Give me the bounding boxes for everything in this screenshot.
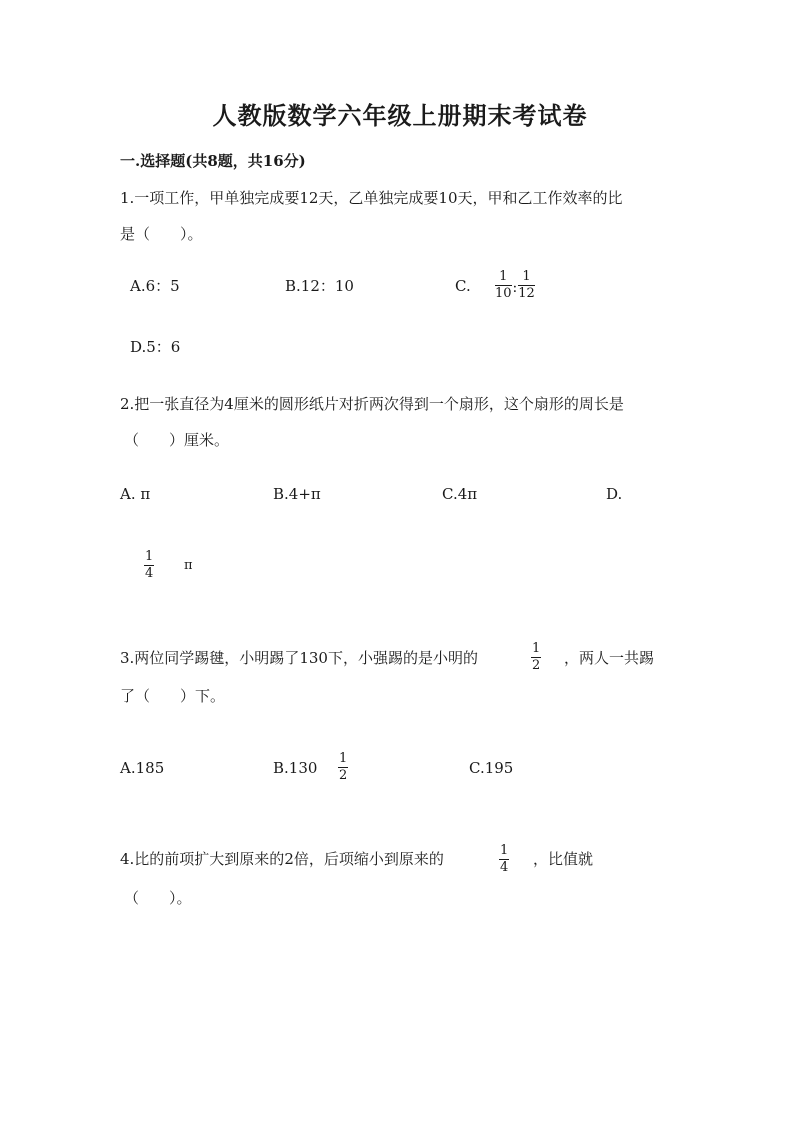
q1-option-d[interactable]: D.5：6 [130,338,181,356]
q1-option-c-label: C. [455,277,471,295]
fraction: $\frac{1}{10}$ [495,269,512,301]
q1-stem-line2: 是（ ）。 [120,225,203,243]
q1-option-c-ratio [495,270,535,301]
q3-option-c[interactable]: C.195 [469,759,514,777]
q1-stem-line1: 1.一项工作，甲单独完成要12天，乙单独完成要10天，甲和乙工作效率的比 [120,189,623,207]
fraction: 1 2 [532,641,541,673]
q3-stem-line2: 了（ ）下。 [120,687,226,705]
q2-stem-line1: 2.把一张直径为4厘米的圆形纸片对折两次得到一个扇形，这个扇形的周长是 [120,395,624,413]
page-title: 人教版数学六年级上册期末考试卷 [212,101,588,130]
pi-symbol: π [184,558,193,573]
section-heading: 一.选择题(共8题，共16分) [120,152,306,170]
q1-option-b[interactable]: B.12：10 [285,277,354,295]
q2-option-b[interactable]: B.4+π [273,485,321,503]
q2-option-d-label: D. [606,485,623,503]
fraction: $\frac{1}{12}$ [518,269,535,301]
ratio-colon: : [512,279,518,296]
q3-option-a[interactable]: A.185 [120,759,165,777]
q1-option-a[interactable]: A.6：5 [130,277,180,295]
q3-stem-line1-part2: ，两人一共踢 [564,649,655,667]
q4-stem-line1-part1: 4.比的前项扩大到原来的2倍，后项缩小到原来的 [120,850,444,868]
q3-option-b-label: B.130 [273,759,318,777]
q4-stem-line2: （ ）。 [124,889,192,907]
fraction: 1 2 [339,751,348,783]
fraction: 1 4 [145,549,154,581]
q4-stem-line1-part2: ，比值就 [533,850,594,868]
q2-stem-line2: （ ）厘米。 [124,431,230,449]
q3-stem-line1-part1: 3.两位同学踢毽，小明踢了130下，小强踢的是小明的 [120,649,478,667]
q2-option-a[interactable]: A. π [120,485,151,503]
fraction: 1 4 [500,843,509,875]
q2-option-c[interactable]: C.4π [442,485,478,503]
